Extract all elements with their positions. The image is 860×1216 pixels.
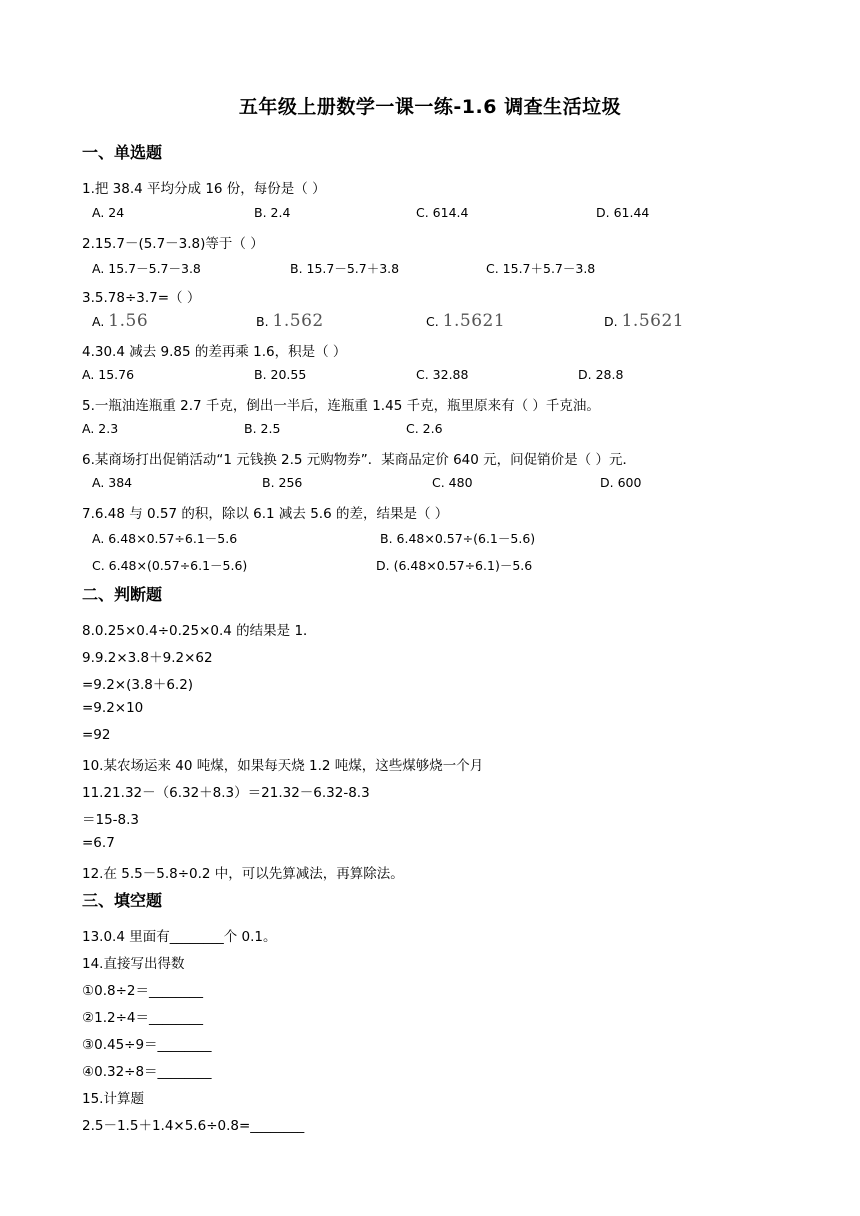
q3-option-a-repeating-decimal: 1.56 (108, 311, 149, 331)
q1-option-c: C. 614.4 (416, 205, 469, 220)
q7-option-b: B. 6.48×0.57÷(6.1－5.6) (380, 531, 536, 546)
q6-option-a: A. 384 (92, 475, 133, 490)
fill-line: ③0.45÷9＝________ (82, 1037, 212, 1053)
judge-line: =9.2×(3.8＋6.2) (82, 677, 194, 693)
question-7-stem: 7.6.48 与 0.57 的积，除以 6.1 减去 5.6 的差，结果是（ ） (82, 506, 449, 522)
q6-option-c: C. 480 (432, 475, 473, 490)
q3-option-d-letter: D. (604, 314, 618, 329)
judge-line: 8.0.25×0.4÷0.25×0.4 的结果是 1． (82, 623, 317, 639)
q3-option-c-repeating-decimal: 1.5621 (442, 311, 506, 331)
question-5-stem: 5.一瓶油连瓶重 2.7 千克，倒出一半后，连瓶重 1.45 千克，瓶里原来有（ ）千克油。 (82, 398, 600, 414)
q3-option-a-letter: A. (92, 314, 105, 329)
fill-line: ④0.32÷8＝________ (82, 1064, 212, 1080)
q1-option-a: A. 24 (92, 205, 125, 220)
q4-option-b: B. 20.55 (254, 367, 307, 382)
judge-line: 9.9.2×3.8＋9.2×62 (82, 650, 213, 666)
section-heading-single-choice: 一、单选题 (82, 143, 163, 162)
q6-option-d: D. 600 (600, 475, 642, 490)
question-6-stem: 6.某商场打出促销活动“1 元钱换 2.5 元购物券”．某商品定价 640 元，问促销价是（ ）元． (82, 452, 636, 468)
section-heading-fill-blank: 三、填空题 (82, 891, 163, 910)
q7-option-c: C. 6.48×(0.57÷6.1－5.6) (92, 558, 248, 573)
judge-line: ＝15-8.3 (82, 812, 140, 828)
fill-line: 14.直接写出得数 (82, 956, 185, 972)
q3-option-d-repeating-decimal: 1.5621 (621, 311, 685, 331)
judge-line: 12.在 5.5－5.8÷0.2 中，可以先算减法，再算除法。 (82, 866, 404, 882)
section-heading-true-false: 二、判断题 (82, 585, 163, 604)
q3-option-b (256, 311, 324, 331)
q3-option-b-repeating-decimal: 1.562 (272, 311, 324, 331)
judge-line: 11.21.32－（6.32＋8.3）＝21.32－6.32-8.3 (82, 785, 370, 801)
q2-option-c: C. 15.7＋5.7－3.8 (486, 261, 596, 276)
q3-option-c-letter: C. (426, 314, 439, 329)
q7-option-d: D. (6.48×0.57÷6.1)－5.6 (376, 558, 533, 573)
question-1-stem: 1.把 38.4 平均分成 16 份，每份是（ ） (82, 181, 326, 197)
judge-line: =92 (82, 727, 111, 743)
q3-option-a (92, 311, 148, 331)
q2-option-b: B. 15.7－5.7＋3.8 (290, 261, 400, 276)
question-2-stem: 2.15.7－(5.7－3.8)等于（ ） (82, 236, 264, 252)
fill-line: ②1.2÷4＝________ (82, 1010, 203, 1026)
fill-line: 2.5－1.5＋1.4×5.6÷0.8=________ (82, 1118, 305, 1134)
fill-line: ①0.8÷2＝________ (82, 983, 203, 999)
q4-option-d: D. 28.8 (578, 367, 624, 382)
judge-line: =6.7 (82, 835, 115, 851)
fill-line: 13.0.4 里面有________个 0.1。 (82, 929, 277, 945)
q4-option-c: C. 32.88 (416, 367, 469, 382)
q3-option-c (426, 311, 505, 331)
judge-line: =9.2×10 (82, 700, 144, 716)
q3-option-b-letter: B. (256, 314, 269, 329)
question-3-stem: 3.5.78÷3.7=（ ） (82, 290, 201, 306)
judge-line: 10.某农场运来 40 吨煤，如果每天烧 1.2 吨煤，这些煤够烧一个月 (82, 758, 484, 774)
fill-line: 15.计算题 (82, 1091, 144, 1107)
q5-option-a: A. 2.3 (82, 421, 119, 436)
q7-option-a: A. 6.48×0.57÷6.1－5.6 (92, 531, 238, 546)
q4-option-a: A. 15.76 (82, 367, 135, 382)
q2-option-a: A. 15.7－5.7－3.8 (92, 261, 201, 276)
q6-option-b: B. 256 (262, 475, 303, 490)
q1-option-d: D. 61.44 (596, 205, 650, 220)
q1-option-b: B. 2.4 (254, 205, 291, 220)
q5-option-b: B. 2.5 (244, 421, 281, 436)
page-title: 五年级上册数学一课一练-1.6 调查生活垃圾 (238, 96, 622, 118)
question-4-stem: 4.30.4 减去 9.85 的差再乘 1.6，积是（ ） (82, 344, 347, 360)
q3-option-d (604, 311, 684, 331)
q5-option-c: C. 2.6 (406, 421, 443, 436)
